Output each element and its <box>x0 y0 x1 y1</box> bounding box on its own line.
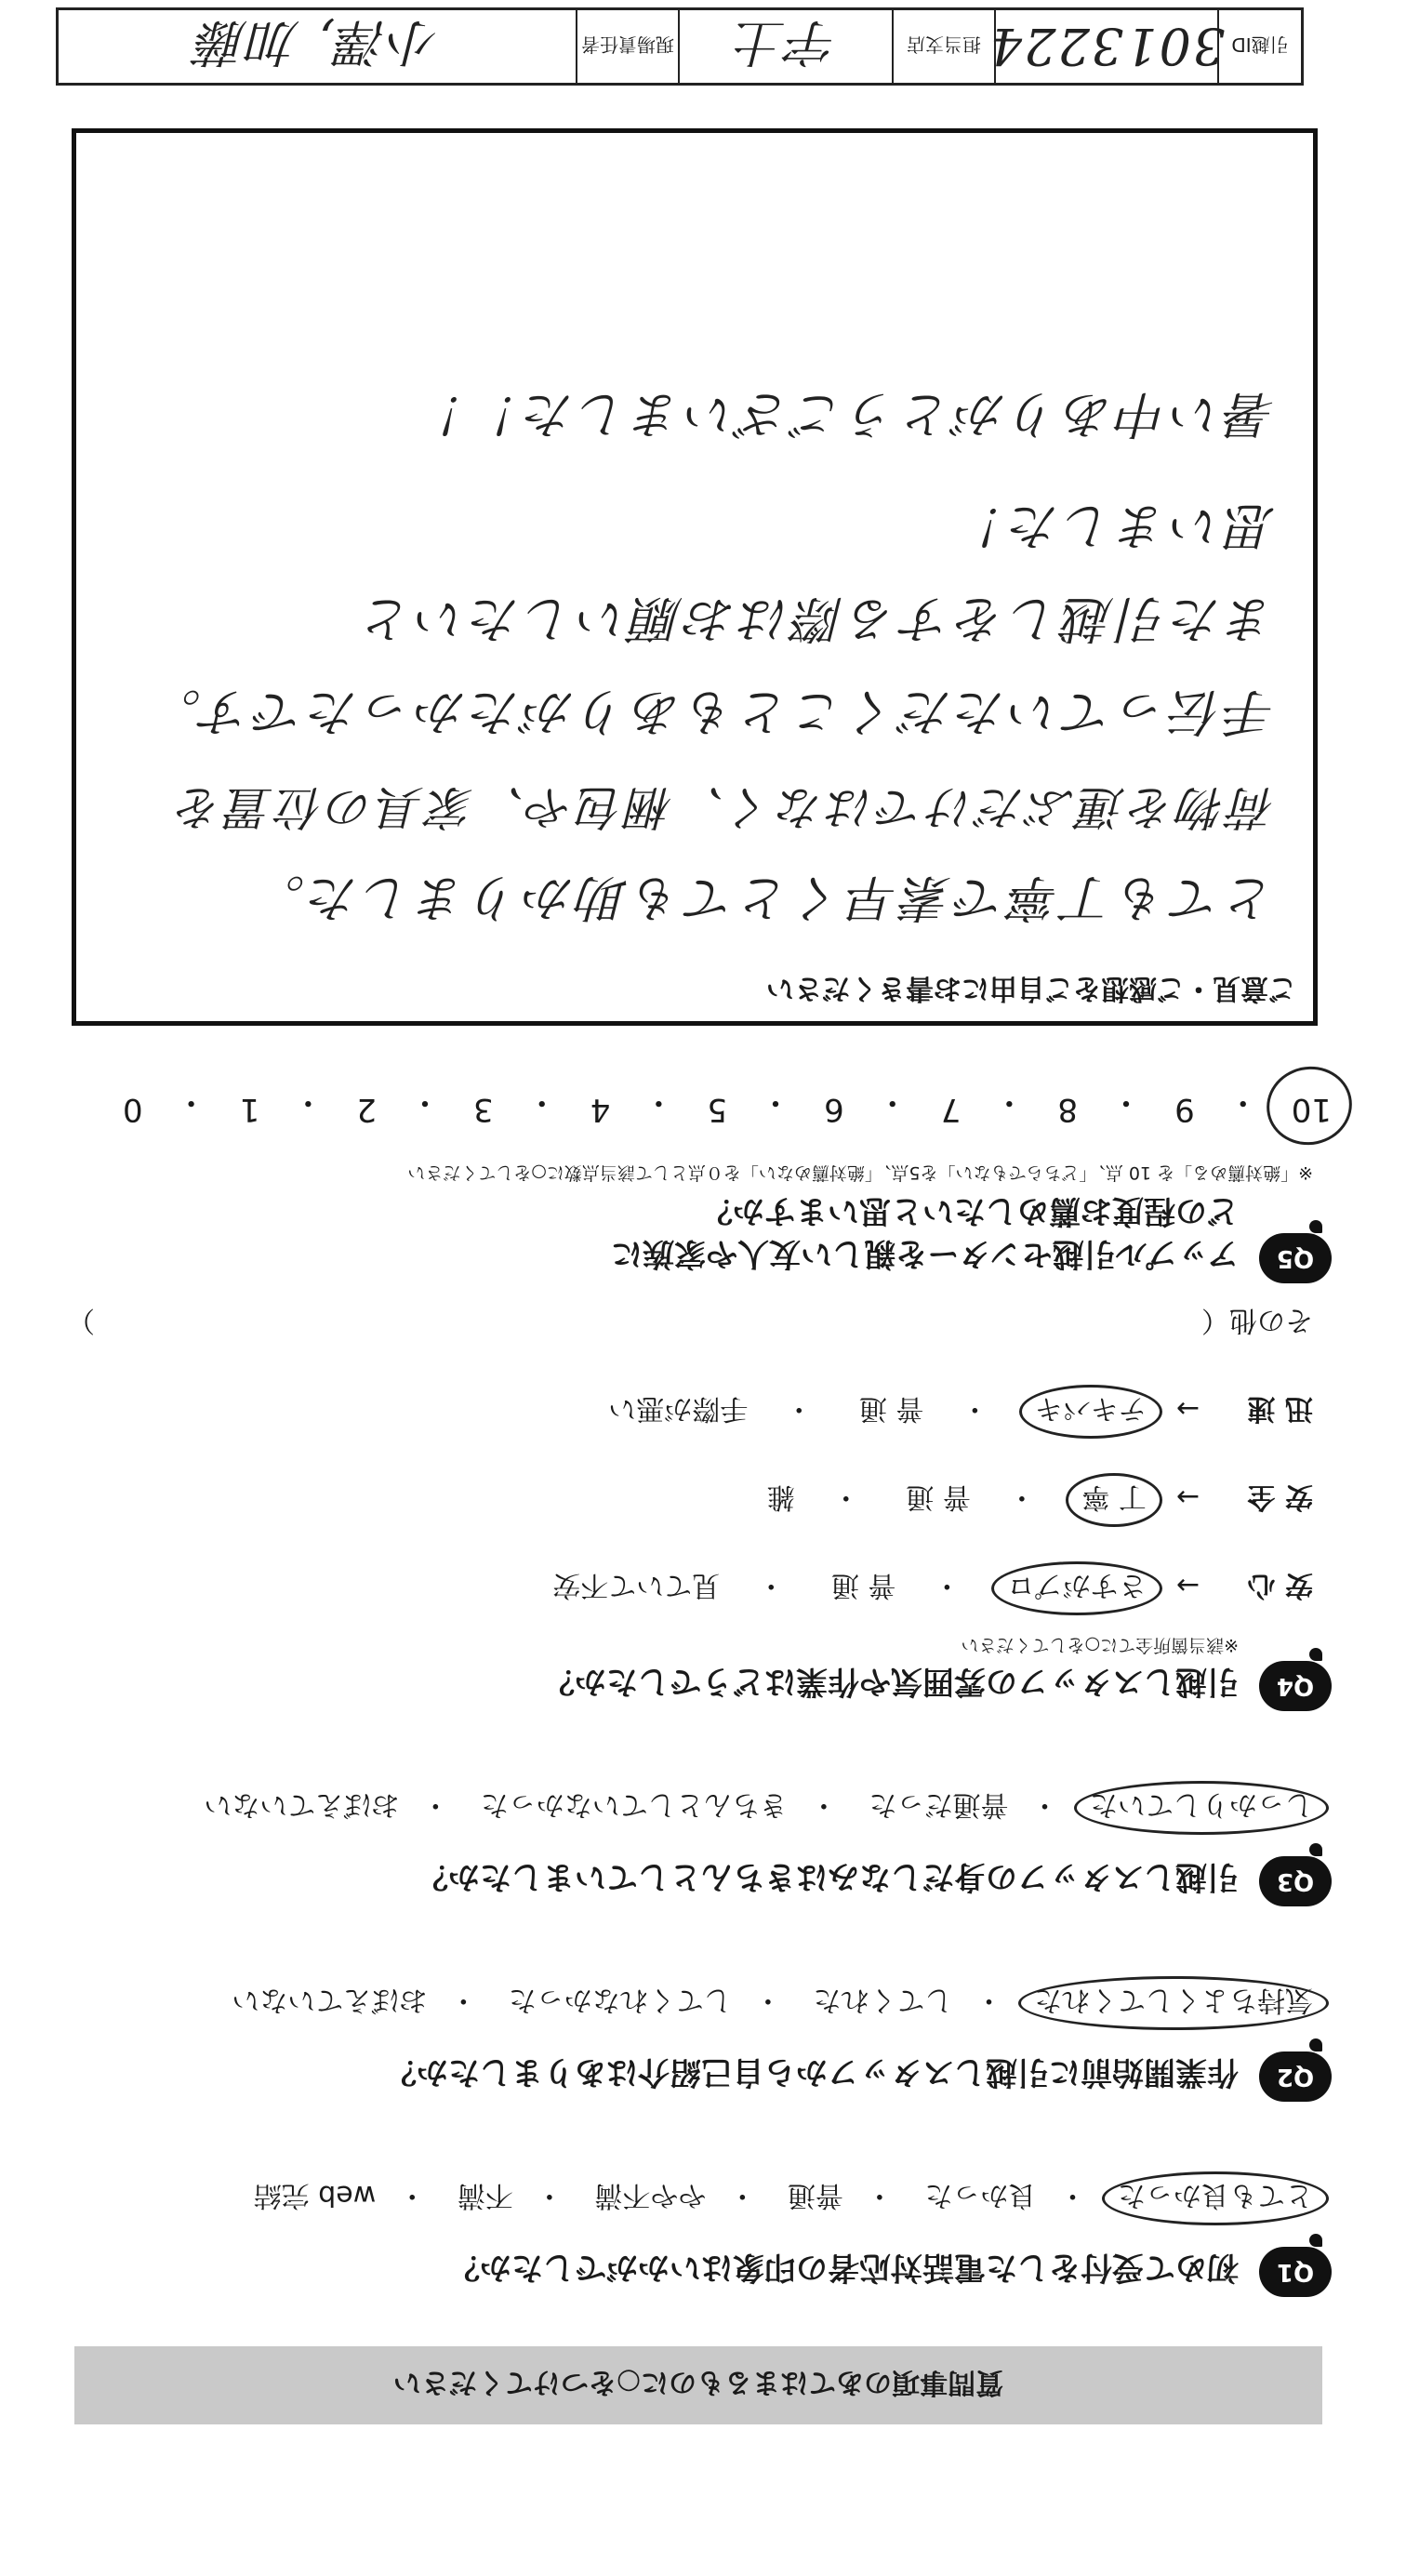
q2-option[interactable]: してくれなかった <box>508 1984 732 2016</box>
q4-option[interactable]: 普 通 <box>858 1392 924 1425</box>
q3-options: しっかりしていた ・普通だった ・きちんとしていなかった ・おぼえていない <box>204 1787 1313 1828</box>
q2-option-selected[interactable]: 気持ちよくしてくれた <box>1018 1976 1329 2030</box>
q5-text: アップル引越センターを親しい友人や家族に <box>611 1235 1239 1272</box>
instructions-header: 質問事項のあてはまるものに○をつけてください <box>74 2346 1322 2424</box>
q4-row-jinsoku: 迅 速 → テキパキ ・普 通 ・手際が悪い <box>608 1391 1313 1432</box>
move-id-table <box>56 7 1304 86</box>
q3-option[interactable]: きちんとしていなかった <box>480 1788 788 1821</box>
q2-text: 作業開始前に引越しスタッフから自己紹介はありましたか？ <box>385 2053 1239 2091</box>
q1-option[interactable]: 普通 <box>787 2179 843 2211</box>
comment-line: また引越しをする際はお願いしたいと <box>359 590 1276 648</box>
scale-option[interactable]: 6 <box>824 1091 844 1128</box>
branch-value[interactable]: 宇土 <box>678 10 892 83</box>
recommend-scale: 10 ・ 9 ・ 8 ・ 7 ・ 6 ・ 5 ・ 4 ・ 3 ・ 2 ・ 1 ・ 0 <box>123 1083 1332 1128</box>
comment-line: 手伝っていただくこともありがたかったです。 <box>147 683 1276 741</box>
q4-other-label: その他（ <box>1201 1304 1313 1336</box>
move-id-value[interactable]: 3013224 <box>994 10 1217 83</box>
q4-row-label: 迅 速 <box>1247 1392 1313 1425</box>
scale-option[interactable]: 8 <box>1057 1091 1079 1128</box>
q4-row-label: 安 心 <box>1247 1569 1313 1601</box>
scale-option-selected[interactable]: 10 <box>1292 1082 1332 1128</box>
q1-option[interactable]: 良かった <box>924 2179 1037 2211</box>
q4-option[interactable]: 普 通 <box>830 1569 896 1601</box>
q2-badge: Q2 <box>1259 2052 1332 2102</box>
scale-option[interactable]: 3 <box>473 1091 494 1128</box>
q3-text: 引越しスタッフの身だしなみはきちんとしていましたか？ <box>417 1858 1239 1895</box>
q1-option[interactable]: 不満 <box>457 2179 513 2211</box>
arrow-right-icon: → <box>1175 1481 1200 1513</box>
q4-note: ※該当箇所全てに○をしてください <box>961 1635 1239 1655</box>
comments-box[interactable] <box>72 128 1318 1026</box>
q4-option[interactable]: 普 通 <box>906 1481 971 1513</box>
q4-badge: Q4 <box>1259 1661 1332 1711</box>
q4-text: 引越しスタッフの雰囲気や作業はどうでしたか？ <box>543 1663 1239 1700</box>
q3-option-selected[interactable]: しっかりしていた <box>1074 1781 1329 1835</box>
leader-label: 現場責任者 <box>576 10 678 83</box>
q1-options: とても良かった ・良かった ・普通 ・やや不満 ・不満 ・web 完結 <box>254 2178 1313 2219</box>
q4-option[interactable]: 雑 <box>766 1481 795 1513</box>
scale-option[interactable]: 1 <box>239 1091 260 1128</box>
q3-badge: Q3 <box>1259 1856 1332 1906</box>
leader-value[interactable]: 小澤, 加藤 <box>194 13 440 73</box>
scale-option[interactable]: 7 <box>940 1091 962 1128</box>
q4-other-close: ） <box>67 1304 95 1336</box>
scale-option[interactable]: 4 <box>590 1091 611 1128</box>
q2-option[interactable]: おぼえていない <box>232 1984 428 2016</box>
comment-line: とても丁寧で素早くとても助かりました。 <box>251 869 1276 927</box>
scale-option[interactable]: 2 <box>356 1091 377 1128</box>
q1-option[interactable]: web 完結 <box>253 2179 377 2211</box>
comment-line: 思いました！ <box>952 497 1276 555</box>
arrow-right-icon: → <box>1175 1392 1200 1425</box>
q4-option-selected[interactable]: さすがプロ <box>991 1561 1162 1615</box>
q5-badge: Q5 <box>1259 1233 1332 1283</box>
q1-text: 初めて受付をした電話対応者の印象はいかがでしたか？ <box>448 2249 1239 2286</box>
q4-option-selected[interactable]: テキパキ <box>1019 1385 1162 1439</box>
q4-row-anzen: 安 全 → 丁 寧 ・普 通 ・雑 <box>767 1480 1313 1520</box>
q2-options: 気持ちよくしてくれた ・してくれた ・してくれなかった ・おぼえていない <box>232 1983 1313 2024</box>
q3-option[interactable]: おぼえていない <box>204 1788 400 1821</box>
q4-option[interactable]: 見ていて不安 <box>552 1569 721 1601</box>
scale-option[interactable]: 9 <box>1174 1091 1195 1128</box>
q2-option[interactable]: してくれた <box>813 1984 953 2016</box>
branch-label: 担当支店 <box>892 10 994 83</box>
q4-row-label: 安 全 <box>1247 1481 1313 1513</box>
q4-row-anshin: 安 心 → さすがプロ ・普 通 ・見ていて不安 <box>552 1568 1313 1609</box>
q5-text-line2: どの程度お薦めしたいと思いますか？ <box>701 1192 1239 1229</box>
q1-option-selected[interactable]: とても良かった <box>1102 2171 1329 2225</box>
arrow-right-icon: → <box>1175 1569 1200 1601</box>
q1-badge: Q1 <box>1259 2247 1332 2297</box>
q5-note: ※「絶対薦める」を 10 点、「どちらでもない」を5点、「絶対薦めない」を０点として該当点数に○をしてください <box>407 1162 1313 1183</box>
comment-line: 荷物を運ぶだけではなく、梱包や、家具の位置を <box>173 780 1276 834</box>
q1-option[interactable]: やや不満 <box>594 2179 707 2211</box>
move-id-label: 引越ID <box>1217 10 1301 83</box>
q3-option[interactable]: 普通だった <box>869 1788 1009 1821</box>
comment-line: 暑い中ありがとうございました！！ <box>413 385 1276 444</box>
q4-option-selected[interactable]: 丁 寧 <box>1066 1473 1162 1527</box>
scale-option[interactable]: 0 <box>123 1091 143 1128</box>
q4-option[interactable]: 手際が悪い <box>608 1392 749 1425</box>
scale-option[interactable]: 5 <box>707 1091 728 1128</box>
q4-other <box>67 1303 1313 1344</box>
comments-title: ご意見・ご感想をご自由にお書きください <box>766 972 1296 1004</box>
